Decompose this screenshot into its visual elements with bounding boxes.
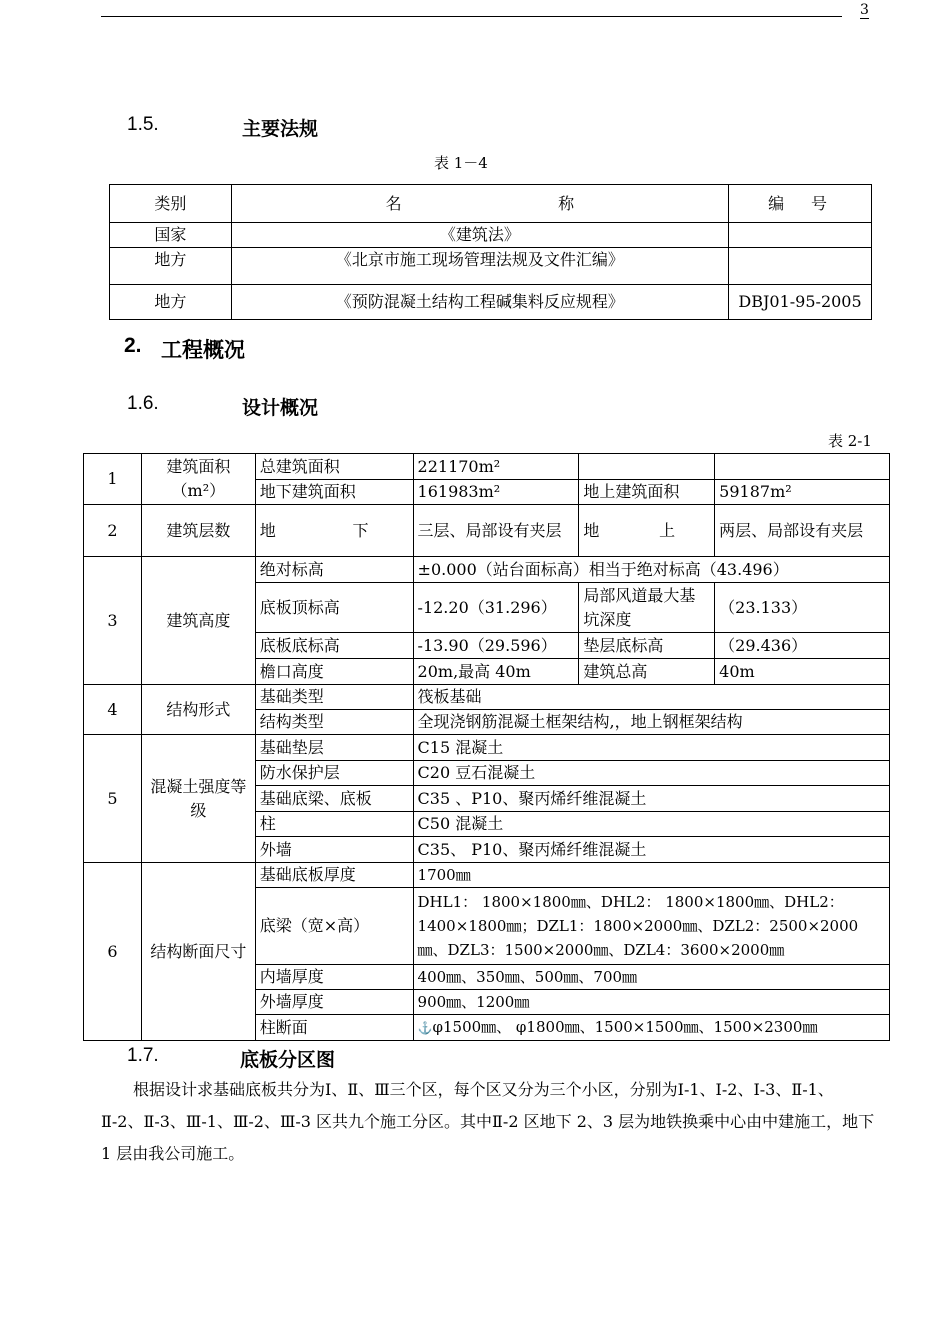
table-row: [110, 285, 872, 320]
category-cell: 建筑高度: [141, 557, 255, 685]
item-label: 柱: [255, 812, 413, 837]
name-cell: 《北京市施工现场管理法规及文件汇编》: [231, 248, 728, 285]
empty-cell: [715, 454, 890, 480]
item-value: 400㎜、350㎜、500㎜、700㎜: [413, 965, 889, 990]
item-label: 地上建筑面积: [579, 480, 715, 505]
item-value: C20 豆石混凝土: [413, 761, 889, 786]
table-caption: 表 1－4: [434, 154, 488, 172]
code-cell: DBJ01-95-2005: [729, 285, 872, 320]
section-title: 设计概况: [242, 398, 319, 419]
item-label: 地下建筑面积: [255, 480, 413, 505]
item-label: 基础底板厚度: [255, 863, 413, 888]
item-value: 三层、局部设有夹层: [413, 505, 579, 557]
item-label: 建筑总高: [579, 659, 715, 685]
item-value: 59187m²: [715, 480, 890, 505]
label-part: 下: [352, 520, 369, 540]
row-number: 6: [84, 863, 142, 1041]
section-number: 1.5.: [127, 114, 159, 135]
item-value: 全现浇钢筋混凝土框架结构,，地上钢框架结构: [413, 710, 889, 735]
chapter-number: 2.: [124, 334, 142, 357]
table-row: [84, 454, 890, 480]
item-label: 防水保护层: [255, 761, 413, 786]
table-row: [84, 863, 890, 888]
item-value: （23.133）: [715, 583, 890, 633]
header-name: [231, 185, 728, 223]
regulations-table: [109, 184, 872, 320]
design-overview-table: [83, 453, 890, 1041]
table-caption: 表 2-1: [828, 432, 872, 450]
item-label: 柱断面: [255, 1015, 413, 1041]
label-part: 地: [259, 520, 276, 540]
table-row: [84, 557, 890, 583]
category-cell: 混凝土强度等级: [141, 735, 255, 863]
item-value: 221170m²: [413, 454, 579, 480]
code-cell: [729, 248, 872, 285]
column-section-values: φ1500㎜、 φ1800㎜、1500×1500㎜、1500×2300㎜: [432, 1018, 818, 1036]
item-value: C15 混凝土: [413, 735, 889, 761]
item-value: C35 、P10、聚丙烯纤维混凝土: [413, 786, 889, 812]
table-row: [84, 735, 890, 761]
item-label: 总建筑面积: [255, 454, 413, 480]
category-cell: 结构形式: [141, 685, 255, 735]
item-value: 900㎜、1200㎜: [413, 990, 889, 1015]
label-part: 地: [583, 520, 600, 540]
item-label: 外墙: [255, 837, 413, 863]
item-label: 基础垫层: [255, 735, 413, 761]
header-category: 类别: [110, 185, 232, 223]
header-code: [729, 185, 872, 223]
name-cell: 《建筑法》: [231, 223, 728, 248]
header-rule: [101, 16, 842, 17]
section-title: 底板分区图: [240, 1050, 336, 1071]
item-value: 161983m²: [413, 480, 579, 505]
item-label: 基础底梁、底板: [255, 786, 413, 812]
category-cell: 结构断面尺寸: [141, 863, 255, 1041]
row-number: 1: [84, 454, 142, 505]
item-label: 垫层底标高: [579, 633, 715, 659]
item-value: -13.90（29.596）: [413, 633, 579, 659]
item-label: 内墙厚度: [255, 965, 413, 990]
label-part: 上: [659, 520, 676, 540]
row-number: 2: [84, 505, 142, 557]
table-row: [110, 248, 872, 285]
category-cell: 建筑层数: [141, 505, 255, 557]
item-value: -12.20（31.296）: [413, 583, 579, 633]
header-name-part: 名: [385, 193, 402, 213]
item-value: C50 混凝土: [413, 812, 889, 837]
item-label: 檐口高度: [255, 659, 413, 685]
empty-cell: [579, 454, 715, 480]
section-title: 主要法规: [242, 119, 319, 140]
table-row: [110, 223, 872, 248]
category-cell: 国家: [110, 223, 232, 248]
item-value: 筏板基础: [413, 685, 889, 710]
item-value: 20m,最高 40m: [413, 659, 579, 685]
item-value: （29.436）: [715, 633, 890, 659]
table-header-row: [110, 185, 872, 223]
code-cell: [729, 223, 872, 248]
section-number: 1.6.: [127, 393, 159, 414]
item-value: 1700㎜: [413, 863, 889, 888]
item-value: DHL1： 1800×1800㎜、DHL2： 1800×1800㎜、DHL2：1400×1800㎜；DZL1：1800×2000㎜、DZL2：2500×2000㎜、DZL3：1500×2000㎜、DZL4：3600×2000㎜: [413, 888, 889, 965]
anchor-icon: ⚓: [417, 1021, 433, 1035]
table-row: [84, 505, 890, 557]
item-value: 40m: [715, 659, 890, 685]
table-row: [84, 685, 890, 710]
item-value: 两层、局部设有夹层: [715, 505, 890, 557]
item-label: 底梁（宽×高）: [255, 888, 413, 965]
item-label: 绝对标高: [255, 557, 413, 583]
body-paragraph: 根据设计求基础底板共分为Ⅰ、Ⅱ、Ⅲ三个区，每个区又分为三个小区，分别为Ⅰ-1、Ⅰ-2、Ⅰ-3、Ⅱ-1、Ⅱ-2、Ⅱ-3、Ⅲ-1、Ⅲ-2、Ⅲ-3 区共九个施工分区。其中Ⅱ-2 区地下 2、3 层为地铁换乘中心由中建施工，地下 1 层由我公司施工。: [101, 1080, 875, 1163]
header-code-part: 号: [810, 193, 827, 213]
item-value: ±0.000（站台面标高）相当于绝对标高（43.496）: [413, 557, 889, 583]
category-cell: 建筑面积（m²）: [141, 454, 255, 505]
item-value: C35、 P10、聚丙烯纤维混凝土: [413, 837, 889, 863]
page-number: 3: [860, 2, 869, 18]
header-code-part: 编: [768, 193, 785, 213]
item-label: 底板底标高: [255, 633, 413, 659]
row-number: 3: [84, 557, 142, 685]
item-label: 局部风道最大基坑深度: [579, 583, 715, 633]
item-label: 底板顶标高: [255, 583, 413, 633]
item-label: [255, 505, 413, 557]
item-label: [579, 505, 715, 557]
row-number: 5: [84, 735, 142, 863]
item-value: [413, 1015, 889, 1041]
name-cell: 《预防混凝土结构工程碱集料反应规程》: [231, 285, 728, 320]
item-label: 结构类型: [255, 710, 413, 735]
chapter-title: 工程概况: [161, 339, 245, 362]
category-cell: 地方: [110, 285, 232, 320]
row-number: 4: [84, 685, 142, 735]
category-cell: 地方: [110, 248, 232, 285]
header-name-part: 称: [558, 193, 575, 213]
item-label: 外墙厚度: [255, 990, 413, 1015]
section-number: 1.7.: [127, 1045, 159, 1066]
item-label: 基础类型: [255, 685, 413, 710]
